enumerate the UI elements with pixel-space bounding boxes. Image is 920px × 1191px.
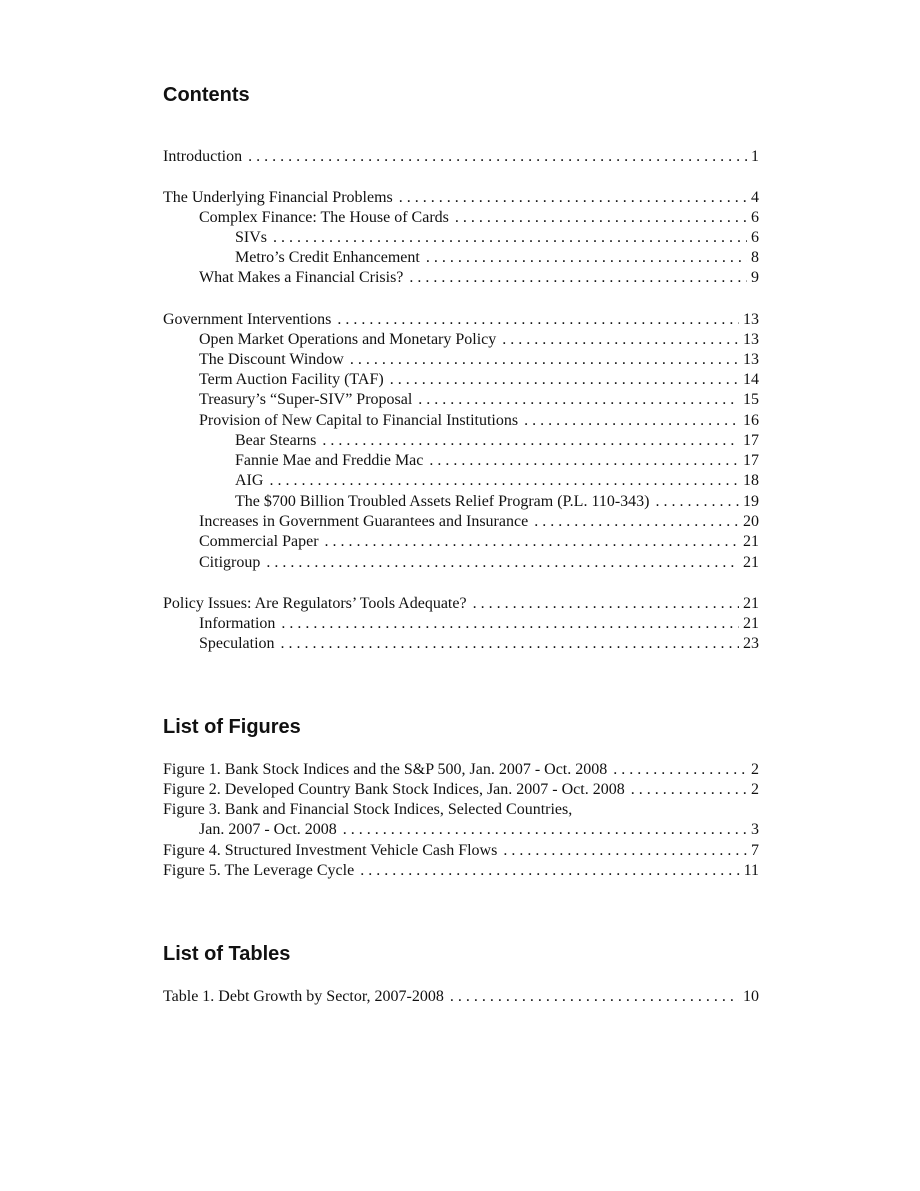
toc-entry-title: Open Market Operations and Monetary Policy: [199, 331, 497, 348]
toc-entry-title: Treasury’s “Super-SIV” Proposal: [199, 391, 413, 408]
toc-entry-complex-finance[interactable]: [199, 208, 759, 228]
toc-entry-title: Government Interventions: [163, 311, 332, 328]
figure-entry-page: 7: [751, 842, 759, 859]
figure-entry-3-title-line1[interactable]: Figure 3. Bank and Financial Stock Indices, Selected Countries,: [163, 801, 573, 818]
toc-entry-underlying-problems[interactable]: [163, 188, 759, 208]
toc-entry-introduction[interactable]: [163, 147, 759, 167]
toc-entry-citigroup[interactable]: [199, 553, 759, 573]
dot-leader: [325, 532, 739, 552]
toc-entry-bear-stearns[interactable]: [235, 431, 759, 451]
dot-leader: [656, 492, 739, 512]
figure-entry-title: Figure 2. Developed Country Bank Stock Indices, Jan. 2007 - Oct. 2008: [163, 781, 625, 798]
toc-entry-metro-credit[interactable]: [235, 248, 759, 268]
toc-entry-page: 19: [743, 493, 759, 510]
toc-entry-title: Metro’s Credit Enhancement: [235, 249, 420, 266]
toc-entry-aig[interactable]: [235, 471, 759, 491]
toc-entry-new-capital[interactable]: [199, 411, 759, 431]
toc-entry-page: 13: [743, 311, 759, 328]
figure-entry-1[interactable]: [163, 760, 759, 780]
dot-leader: [281, 614, 739, 634]
toc-entry-page: 16: [743, 412, 759, 429]
toc-entry-title: Fannie Mae and Freddie Mac: [235, 452, 424, 469]
dot-leader: [322, 431, 739, 451]
dot-leader: [409, 268, 747, 288]
dot-leader: [455, 208, 747, 228]
dot-leader: [399, 188, 747, 208]
toc-entry-title: Citigroup: [199, 554, 261, 571]
table-entry-title: Table 1. Debt Growth by Sector, 2007-2008: [163, 988, 444, 1005]
toc-entry-title: Information: [199, 615, 276, 632]
toc-entry-title: Bear Stearns: [235, 432, 317, 449]
figure-entry-page: 3: [751, 821, 759, 838]
dot-leader: [473, 594, 739, 614]
toc-entry-title: Increases in Government Guarantees and Insurance: [199, 513, 529, 530]
toc-entry-title: Speculation: [199, 635, 275, 652]
dot-leader: [429, 451, 739, 471]
dot-leader: [534, 512, 739, 532]
toc-entry-page: 8: [751, 249, 759, 266]
table-entry-page: 10: [743, 988, 759, 1005]
figure-entry-title: Jan. 2007 - Oct. 2008: [199, 821, 337, 838]
toc-entry-commercial-paper[interactable]: [199, 532, 759, 552]
tables-heading: List of Tables: [163, 943, 291, 965]
dot-leader: [418, 390, 739, 410]
dot-leader: [390, 370, 739, 390]
toc-entry-page: 21: [743, 595, 759, 612]
dot-leader: [343, 820, 747, 840]
contents-heading: Contents: [163, 84, 250, 106]
figure-entry-page: 2: [751, 781, 759, 798]
figure-entry-3[interactable]: [199, 820, 759, 840]
toc-entry-taf[interactable]: [199, 370, 759, 390]
toc-entry-information[interactable]: [199, 614, 759, 634]
toc-entry-page: 17: [743, 432, 759, 449]
toc-entry-page: 13: [743, 351, 759, 368]
toc-entry-title: The Underlying Financial Problems: [163, 189, 393, 206]
toc-entry-title: AIG: [235, 472, 264, 489]
dot-leader: [337, 310, 739, 330]
dot-leader: [524, 411, 739, 431]
toc-entry-page: 6: [751, 229, 759, 246]
dot-leader: [273, 228, 747, 248]
toc-entry-title: SIVs: [235, 229, 268, 246]
toc-entry-page: 21: [743, 615, 759, 632]
figure-entry-page: 2: [751, 761, 759, 778]
toc-entry-page: 1: [751, 148, 759, 165]
toc-entry-fannie-freddie[interactable]: [235, 451, 759, 471]
toc-entry-title: Complex Finance: The House of Cards: [199, 209, 449, 226]
toc-entry-page: 13: [743, 331, 759, 348]
toc-entry-page: 23: [743, 635, 759, 652]
toc-entry-page: 17: [743, 452, 759, 469]
figure-entry-title: Figure 4. Structured Investment Vehicle Cash Flows: [163, 842, 498, 859]
toc-entry-page: 6: [751, 209, 759, 226]
toc-entry-title: Commercial Paper: [199, 533, 319, 550]
figures-heading: List of Figures: [163, 716, 301, 738]
toc-entry-title: Provision of New Capital to Financial Institutions: [199, 412, 519, 429]
dot-leader: [350, 350, 739, 370]
toc-entry-page: 21: [743, 554, 759, 571]
toc-entry-title: What Makes a Financial Crisis?: [199, 269, 404, 286]
dot-leader: [450, 987, 739, 1007]
toc-entry-discount-window[interactable]: [199, 350, 759, 370]
toc-entry-policy-issues[interactable]: [163, 594, 759, 614]
figure-entry-title: Figure 1. Bank Stock Indices and the S&P 500, Jan. 2007 - Oct. 2008: [163, 761, 608, 778]
figure-entry-page: 11: [743, 862, 759, 879]
toc-entry-tarp[interactable]: [235, 492, 759, 512]
dot-leader: [269, 471, 739, 491]
figure-entry-2[interactable]: [163, 780, 759, 800]
dot-leader: [502, 330, 739, 350]
toc-entry-page: 18: [743, 472, 759, 489]
toc-entry-super-siv[interactable]: [199, 390, 759, 410]
figure-entry-4[interactable]: [163, 841, 759, 861]
toc-entry-sivs[interactable]: [235, 228, 759, 248]
toc-entry-page: 4: [751, 189, 759, 206]
dot-leader: [360, 861, 739, 881]
toc-entry-title: Term Auction Facility (TAF): [199, 371, 384, 388]
dot-leader: [281, 634, 739, 654]
dot-leader: [426, 248, 747, 268]
toc-entry-page: 20: [743, 513, 759, 530]
dot-leader: [266, 553, 739, 573]
figure-entry-5[interactable]: [163, 861, 759, 881]
toc-entry-page: 9: [751, 269, 759, 286]
toc-entry-guarantees[interactable]: [199, 512, 759, 532]
toc-entry-title: The Discount Window: [199, 351, 344, 368]
toc-entry-title: Policy Issues: Are Regulators’ Tools Adequate?: [163, 595, 467, 612]
figure-entry-title: Figure 5. The Leverage Cycle: [163, 862, 355, 879]
toc-entry-page: 21: [743, 533, 759, 550]
toc-entry-government-interventions[interactable]: [163, 310, 759, 330]
toc-entry-financial-crisis[interactable]: [199, 268, 759, 288]
toc-entry-title: The $700 Billion Troubled Assets Relief Program (P.L. 110-343): [235, 493, 650, 510]
dot-leader: [248, 147, 747, 167]
toc-entry-page: 15: [743, 391, 759, 408]
dot-leader: [613, 760, 747, 780]
toc-entry-speculation[interactable]: [199, 634, 759, 654]
toc-entry-page: 14: [743, 371, 759, 388]
dot-leader: [631, 780, 747, 800]
table-entry-1[interactable]: [163, 987, 759, 1007]
dot-leader: [503, 841, 747, 861]
toc-entry-title: Introduction: [163, 148, 243, 165]
toc-entry-open-market[interactable]: [199, 330, 759, 350]
